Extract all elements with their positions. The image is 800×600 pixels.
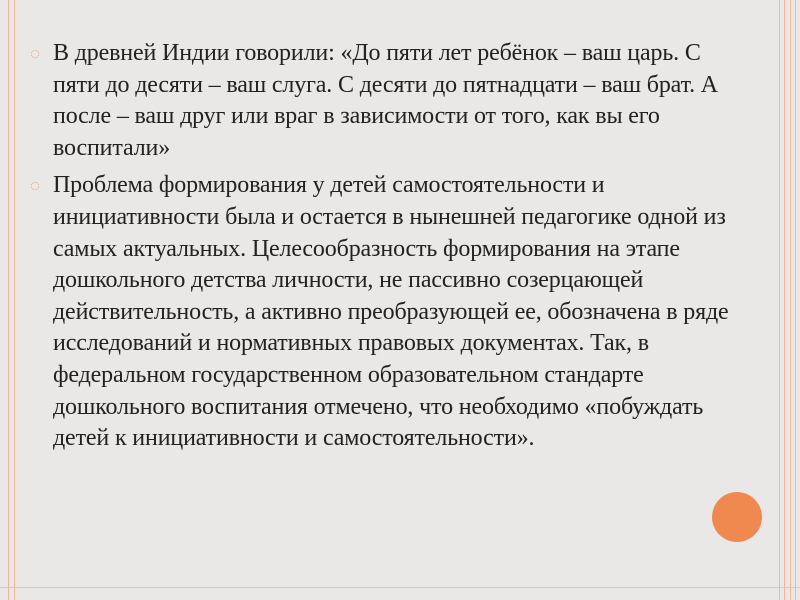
text-line: воспитали» (53, 134, 171, 161)
left-frame-line (8, 0, 9, 600)
text-line: пяти до десяти – ваш слуга. С десяти до пятнадцати – ваш брат. А (53, 71, 718, 98)
text-line: действительность, а активно преобразующей ее, обозначена в ряде (53, 298, 729, 325)
bullet-icon: ◌ (30, 44, 40, 63)
bullet-paragraph-problem (30, 170, 800, 454)
text-line: В древней Индии говорили: «До пяти лет ребёнок – ваш царь. С (53, 40, 701, 66)
accent-circle-icon (712, 492, 762, 542)
text-line: Проблема формирования у детей самостоятельности и (53, 172, 605, 199)
text-line: исследований и нормативных правовых документах. Так, в (53, 330, 649, 357)
bottom-divider (0, 587, 800, 588)
bullet-paragraph-quote (30, 38, 800, 164)
text-line: самых актуальных. Целесообразность формирования на этапе (53, 235, 680, 262)
slide-body (30, 38, 800, 461)
left-frame-line (14, 0, 15, 600)
text-line: федеральном государственном образовательном стандарте (53, 361, 644, 388)
text-line: детей к инициативности и самостоятельности». (53, 425, 535, 452)
text-line: инициативности была и остается в нынешней педагогике одной из (53, 203, 726, 230)
bullet-icon: ◌ (30, 176, 40, 196)
text-line: дошкольного воспитания отмечено, что необходимо «побуждать (53, 393, 704, 420)
text-line: после – ваш друг или враг в зависимости от того, как вы его (53, 103, 660, 130)
text-line: дошкольного детства личности, не пассивно созерцающей (53, 267, 644, 294)
